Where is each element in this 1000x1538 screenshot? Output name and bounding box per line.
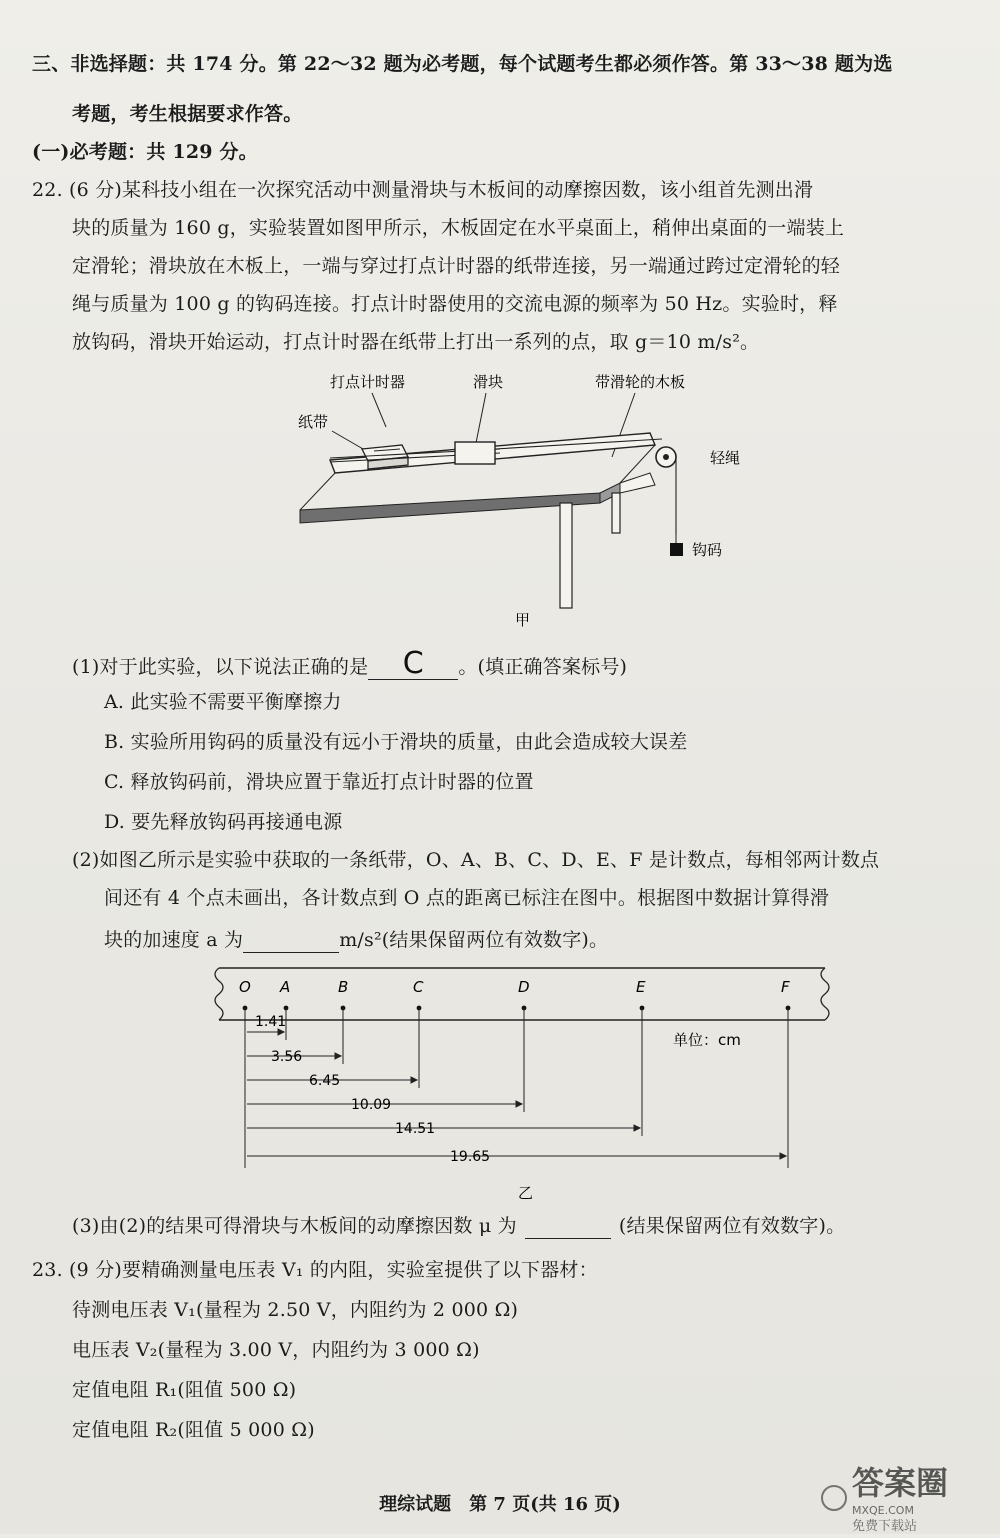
q22-paragraph-line2: 块的质量为 160 g，实验装置如图甲所示，木板固定在水平桌面上，稍伸出桌面的一端装上 xyxy=(72,217,845,239)
q22-sub1-handwritten-answer: C xyxy=(402,646,424,681)
distance-OE: 14.51 xyxy=(395,1121,436,1137)
label-timer: 打点计时器 xyxy=(330,373,406,391)
tape-point-D: D xyxy=(518,978,530,996)
q22-sub2-line3-text-b: m/s²(结果保留两位有效数字)。 xyxy=(339,929,609,951)
q23-item-r1: 定值电阻 R₁(阻值 500 Ω) xyxy=(72,1379,297,1401)
friction-coefficient-answer-blank[interactable] xyxy=(525,1214,611,1239)
distance-OC: 6.45 xyxy=(309,1073,341,1089)
option-b: B. 实验所用钩码的质量没有远小于滑块的质量，由此会造成较大误差 xyxy=(104,731,688,753)
label-rope: 轻绳 xyxy=(710,449,741,467)
q22-paragraph-line4: 绳与质量为 100 g 的钩码连接。打点计时器使用的交流电源的频率为 50 Hz。实验时，释 xyxy=(72,293,838,315)
figure-jia-caption: 甲 xyxy=(515,611,531,629)
q23-item-r2: 定值电阻 R₂(阻值 5 000 Ω) xyxy=(72,1419,315,1441)
watermark-site-text: MXQE.COM xyxy=(852,1504,914,1517)
tape-point-F: F xyxy=(781,978,790,996)
option-c: C. 释放钩码前，滑块应置于靠近打点计时器的位置 xyxy=(104,771,534,793)
distance-OA: 1.41 xyxy=(255,1014,287,1030)
figure-yi-caption: 乙 xyxy=(518,1184,534,1202)
q22-sub2-line1: (2)如图乙所示是实验中获取的一条纸带，O、A、B、C、D、E、F 是计数点，每相邻两计数点 xyxy=(72,849,880,871)
q22-paragraph-line3: 定滑轮；滑块放在木板上，一端与穿过打点计时器的纸带连接，另一端通过跨过定滑轮的轻 xyxy=(72,255,841,277)
tape-point-A: A xyxy=(280,978,291,996)
q22-sub3-text-a: (3)由(2)的结果可得滑块与木板间的动摩擦因数 μ 为 xyxy=(72,1215,517,1237)
watermark-logo-text: 答案圈 xyxy=(852,1464,949,1502)
q22-paragraph-line5: 放钩码，滑块开始运动，打点计时器在纸带上打出一系列的点，取 g＝10 m/s²。 xyxy=(72,331,760,353)
tape-point-E: E xyxy=(636,978,646,996)
section-heading-line1: 三、非选择题：共 174 分。第 22～32 题为必考题，每个试题考生都必须作答。第 33～38 题为选 xyxy=(32,53,893,75)
tape-point-O: O xyxy=(239,978,251,996)
tape-unit-label: 单位：cm xyxy=(673,1031,741,1049)
q22-sub1-prefix: (1)对于此实验，以下说法正确的是 xyxy=(72,656,369,678)
distance-OD: 10.09 xyxy=(351,1097,392,1113)
q22-sub2-line2: 间还有 4 个点未画出，各计数点到 O 点的距离已标注在图中。根据图中数据计算得滑 xyxy=(104,887,830,909)
label-block: 滑块 xyxy=(473,373,504,391)
q22-sub3-text-b: (结果保留两位有效数字)。 xyxy=(618,1215,846,1237)
section-heading-line2: 考题，考生根据要求作答。 xyxy=(72,103,303,125)
watermark-sub-text: 免费下载站 xyxy=(852,1519,918,1534)
label-tape: 纸带 xyxy=(298,413,329,431)
tape-point-C: C xyxy=(413,978,424,996)
q22-sub1-answer-blank[interactable] xyxy=(368,646,458,681)
option-d: D. 要先释放钩码再接通电源 xyxy=(104,811,343,833)
q22-sub3 xyxy=(72,1214,845,1239)
watermark-logo xyxy=(812,1450,972,1534)
acceleration-answer-blank[interactable] xyxy=(243,928,339,953)
q22-paragraph-line1: 22. (6 分)某科技小组在一次探究活动中测量滑块与木板间的动摩擦因数，该小组首先测出滑 xyxy=(32,179,814,201)
q23-paragraph: 23. (9 分)要精确测量电压表 V₁ 的内阻，实验室提供了以下器材： xyxy=(32,1259,598,1281)
option-a: A. 此实验不需要平衡摩擦力 xyxy=(104,691,342,713)
tape-point-B: B xyxy=(338,978,349,996)
q22-sub2-line3-text-a: 块的加速度 a 为 xyxy=(104,929,244,951)
label-board: 带滑轮的木板 xyxy=(595,373,686,391)
label-weight: 钩码 xyxy=(692,541,723,559)
page-footer: 理综试题 第 7 页(共 16 页) xyxy=(379,1494,621,1515)
q22-sub1-suffix: 。(填正确答案标号) xyxy=(458,656,628,678)
figure-jia-apparatus xyxy=(290,365,770,640)
hook-weight xyxy=(670,543,683,556)
q23-item-v2: 电压表 V₂(量程为 3.00 V，内阻约为 3 000 Ω) xyxy=(72,1339,480,1361)
figure-yi-paper-tape xyxy=(205,960,845,1205)
distance-OB: 3.56 xyxy=(271,1049,303,1065)
required-heading: (一)必考题：共 129 分。 xyxy=(32,141,258,163)
q22-sub1 xyxy=(72,646,628,681)
q22-sub2-line3 xyxy=(104,928,608,953)
distance-OF: 19.65 xyxy=(450,1149,491,1165)
q23-item-v1: 待测电压表 V₁(量程为 2.50 V，内阻约为 2 000 Ω) xyxy=(72,1299,519,1321)
